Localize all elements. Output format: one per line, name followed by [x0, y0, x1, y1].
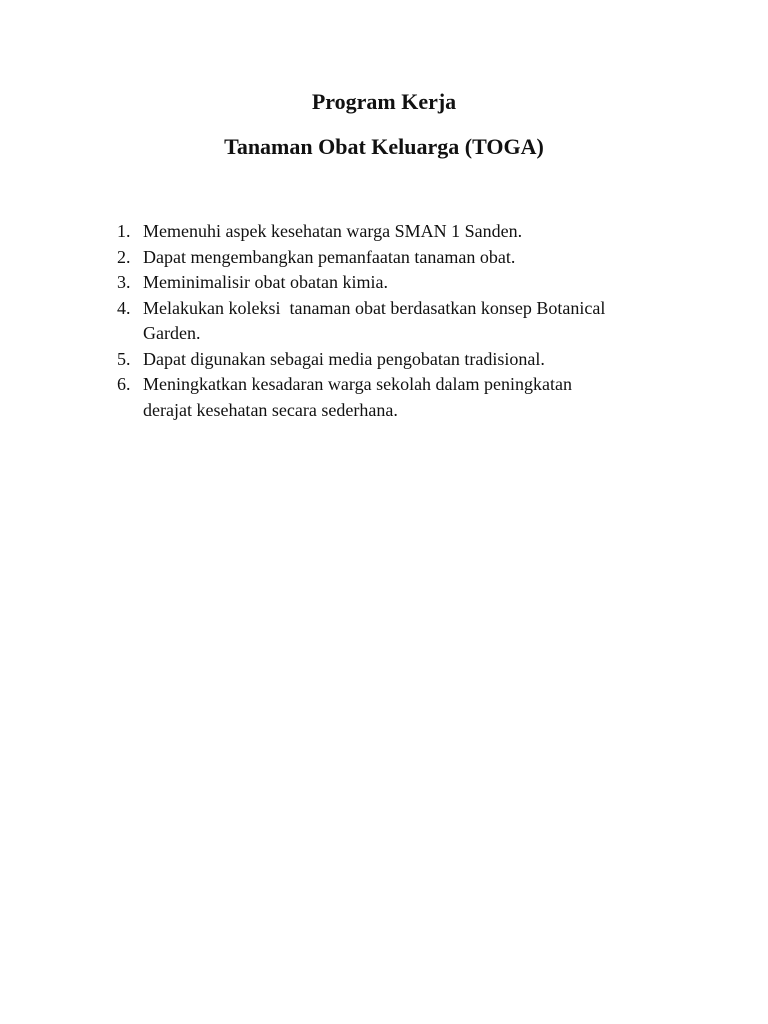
list-item-number: 1.	[117, 221, 131, 241]
list-item-text	[143, 347, 697, 373]
list-item-line: Memenuhi aspek kesehatan warga SMAN 1 Sanden.	[143, 221, 523, 241]
list-item	[117, 372, 697, 423]
list-item	[117, 219, 697, 245]
list-item-number: 3.	[117, 272, 131, 292]
list-item-line: derajat kesehatan secara sederhana.	[143, 399, 398, 420]
list-item-text	[143, 245, 697, 271]
list-item-number: 5.	[117, 348, 131, 369]
list-item-number: 2.	[117, 246, 131, 267]
list-item-line: Melakukan koleksi tanaman obat berdasatkan konsep Botanical	[143, 297, 606, 318]
list-item-text	[143, 296, 697, 347]
list-item-line: Dapat digunakan sebagai media pengobatan tradisional.	[143, 348, 545, 369]
list-item	[117, 347, 697, 373]
list-item	[117, 245, 697, 271]
list-item-line: Dapat mengembangkan pemanfaatan tanaman obat.	[143, 246, 516, 267]
list-item-line: Garden.	[143, 323, 201, 343]
list-item-text	[143, 372, 697, 423]
list-item-text	[143, 270, 697, 296]
list-item	[117, 296, 697, 347]
work-program-list	[117, 219, 697, 423]
document-subtitle: Tanaman Obat Keluarga (TOGA)	[224, 134, 544, 159]
document-title: Program Kerja	[311, 89, 457, 114]
list-item-number: 4.	[117, 297, 131, 318]
list-item-line: Meminimalisir obat obatan kimia.	[143, 272, 388, 292]
list-item-number: 6.	[117, 374, 131, 394]
list-item	[117, 270, 697, 296]
list-item-text	[143, 219, 697, 245]
list-item-line: Meningkatkan kesadaran warga sekolah dalam peningkatan	[143, 374, 573, 394]
